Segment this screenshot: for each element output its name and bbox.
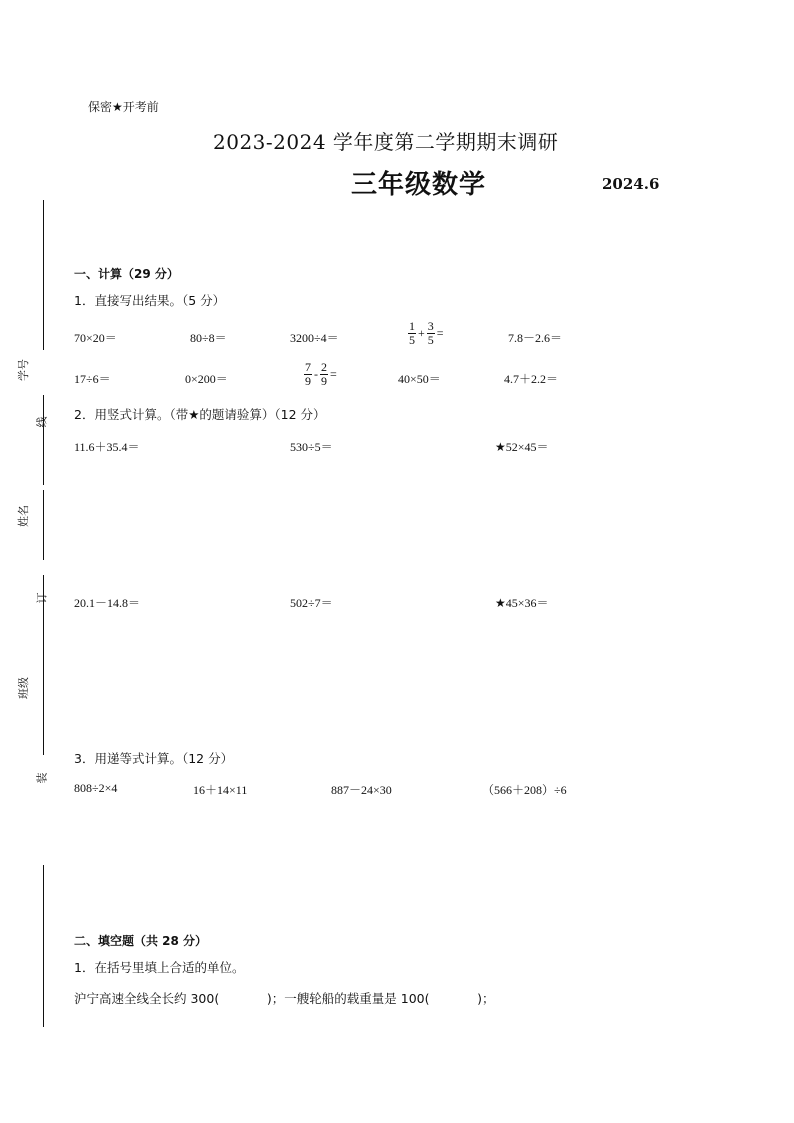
question-2-title: 2．用竖式计算。（带★的题请验算）（12 分） <box>74 407 326 422</box>
fraction-equals: = <box>436 326 444 340</box>
calc-item: 40×50＝ <box>398 372 441 386</box>
fraction-expression-2 <box>304 361 339 388</box>
section-1-title: 一、计算（29 分） <box>74 267 179 281</box>
fraction-operator: + <box>418 326 425 340</box>
vertical-calc-item: ★52×45＝ <box>495 440 549 454</box>
fill-question-1-title: 1．在括号里填上合适的单位。 <box>74 960 245 975</box>
student-number-label: 学号 <box>17 359 30 381</box>
fraction-denominator: 5 <box>409 333 415 347</box>
calc-item: 4.7＋2.2＝ <box>504 372 559 386</box>
fraction-numerator: 2 <box>321 360 327 374</box>
binding-line-2 <box>43 395 44 485</box>
stepwise-calc-item: 887－24×30 <box>331 783 392 797</box>
stepwise-calc-item: （566＋208）÷6 <box>482 783 567 797</box>
binding-line-3 <box>43 490 44 560</box>
calc-item: 0×200＝ <box>185 372 228 386</box>
seal-char-line: 线 <box>35 416 49 428</box>
question-1-title: 1．直接写出结果。（5 分） <box>74 293 226 308</box>
vertical-calc-item: 20.1－14.8＝ <box>74 596 141 610</box>
vertical-calc-item: 11.6＋35.4＝ <box>74 440 140 454</box>
binding-line-5 <box>43 665 44 755</box>
fraction-numerator: 1 <box>409 319 415 333</box>
calc-item: 3200÷4＝ <box>290 331 339 345</box>
fraction-denominator: 9 <box>321 374 327 388</box>
fraction-numerator: 7 <box>305 360 311 374</box>
vertical-calc-item: 502÷7＝ <box>290 596 333 610</box>
fraction-denominator: 9 <box>305 374 311 388</box>
calc-item: 80÷8＝ <box>190 331 227 345</box>
calc-item: 17÷6＝ <box>74 372 111 386</box>
vertical-calc-item: ★45×36＝ <box>495 596 549 610</box>
binding-line-4 <box>43 575 44 665</box>
fraction-numerator: 3 <box>427 319 434 333</box>
binding-line-1 <box>43 200 44 350</box>
vertical-calc-item: 530÷5＝ <box>290 440 333 454</box>
exam-date: 2024.6 <box>602 175 660 193</box>
fraction-denominator: 5 <box>427 333 434 347</box>
fraction-expression-1 <box>408 320 446 347</box>
exam-title: 2023-2024 学年度第二学期期末调研 <box>213 130 559 154</box>
class-label: 班级 <box>17 677 30 699</box>
binding-line-6 <box>43 865 44 1027</box>
seal-char-staple: 装 <box>35 772 49 784</box>
fraction-equals: = <box>330 367 337 381</box>
question-3-title: 3．用递等式计算。（12 分） <box>74 751 234 766</box>
stepwise-calc-item: 16＋14×11 <box>193 783 248 797</box>
calc-item: 70×20＝ <box>74 331 117 345</box>
exam-subtitle: 三年级数学 <box>351 170 487 200</box>
calc-item: 7.8－2.6＝ <box>508 331 563 345</box>
fraction-operator: - <box>314 367 318 381</box>
student-name-label: 姓名 <box>17 505 30 527</box>
stepwise-calc-item: 808÷2×4 <box>74 781 118 795</box>
seal-char-bind: 订 <box>35 592 49 604</box>
fill-question-1-line: 沪宁高速全线全长约 300( )；一艘轮船的载重量是 100( )； <box>74 991 495 1006</box>
confidential-label: 保密★开考前 <box>88 100 159 114</box>
section-2-title: 二、填空题（共 28 分） <box>74 934 208 948</box>
